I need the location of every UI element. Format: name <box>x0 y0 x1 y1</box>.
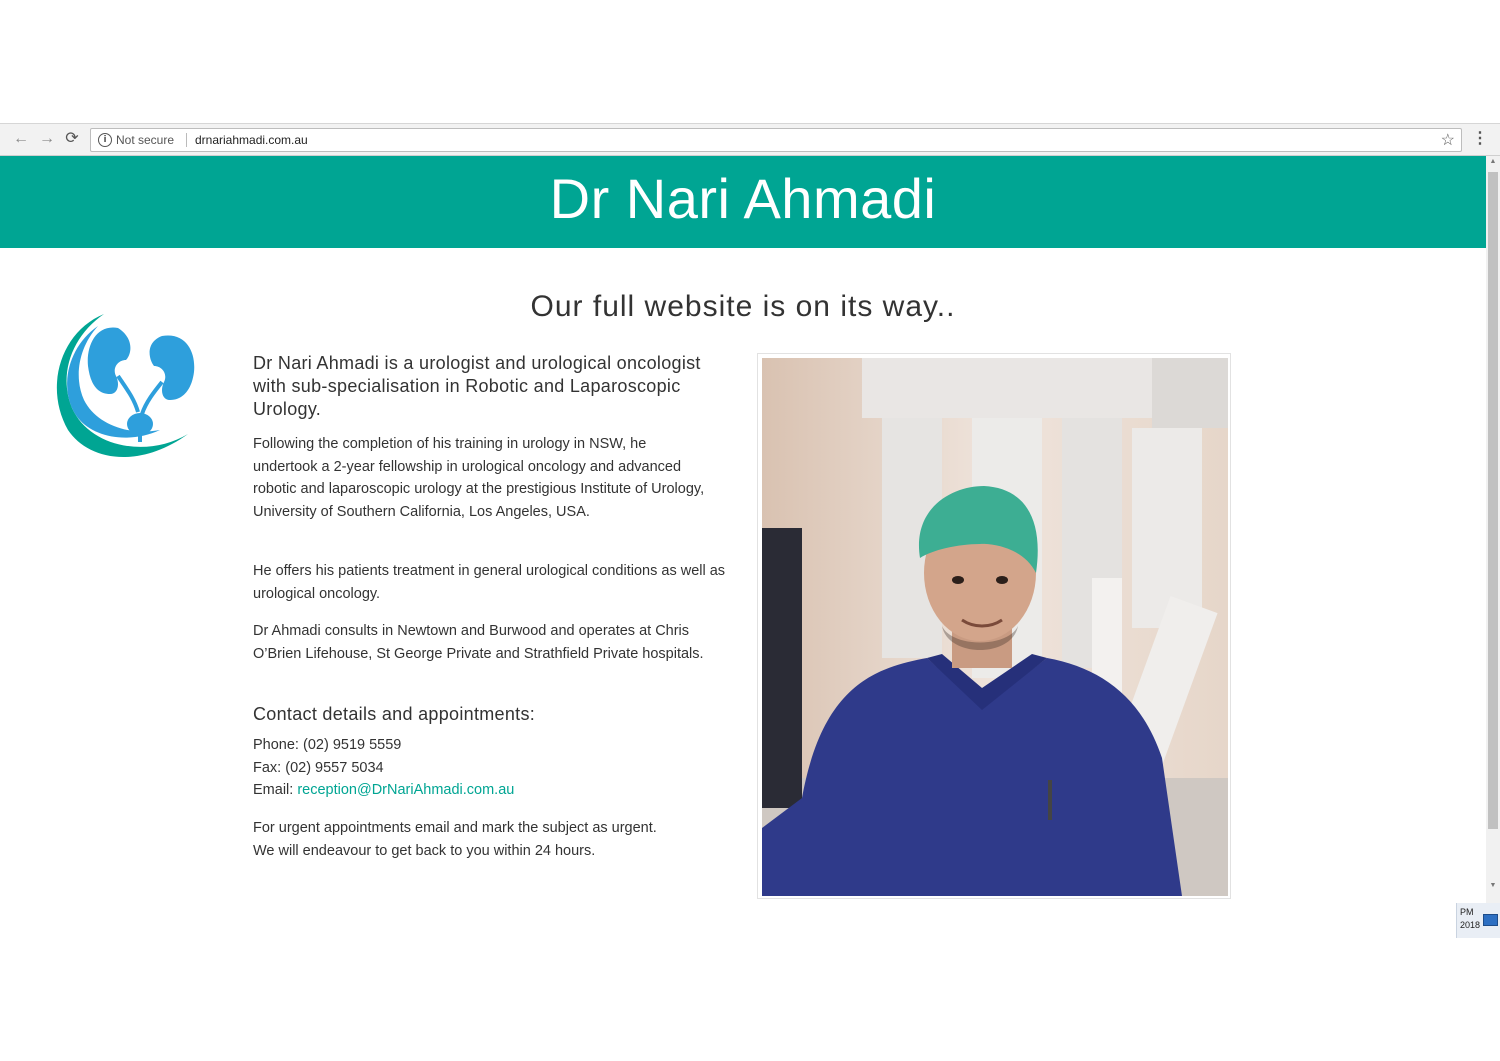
doctor-photo <box>762 358 1228 896</box>
vertical-scrollbar[interactable] <box>1486 156 1500 938</box>
urgent-line-1: For urgent appointments email and mark the subject as urgent. <box>253 820 657 836</box>
email-link[interactable]: reception@DrNariAhmadi.com.au <box>297 782 515 798</box>
scroll-thumb[interactable] <box>1488 172 1498 829</box>
browser-window <box>0 123 1500 938</box>
omnibox-divider <box>186 133 187 147</box>
address-bar[interactable] <box>90 128 1462 152</box>
doctor-photo-frame <box>757 353 1231 899</box>
treatment-paragraph: He offers his patients treatment in general urological conditions as well as urological oncology. <box>253 563 726 602</box>
scroll-down-arrow-icon[interactable]: ▼ <box>1489 882 1497 889</box>
tray-clock <box>1460 906 1480 932</box>
security-label[interactable]: Not secure <box>116 133 175 147</box>
kidney-logo-icon <box>38 308 198 468</box>
forward-arrow-icon[interactable]: → <box>39 130 55 147</box>
consults-paragraph: Dr Ahmadi consults in Newtown and Burwood and operates at Chris O’Brien Lifehouse, St George Private and Strathfield Private hospitals. <box>253 623 704 662</box>
monitor-icon[interactable] <box>1483 914 1498 926</box>
page-tagline: Our full website is on its way.. <box>530 290 956 323</box>
fax-label: Fax: <box>253 760 282 776</box>
tray-date: 2018 <box>1460 920 1481 930</box>
phone-number: (02) 9519 5559 <box>303 737 402 753</box>
tray-time: PM <box>1460 907 1474 917</box>
email-label: Email: <box>253 782 294 798</box>
urgent-line-2: We will endeavour to get back to you within 24 hours. <box>253 843 596 859</box>
url-text[interactable]: drnariahmadi.com.au <box>195 133 308 147</box>
info-icon[interactable]: i <box>98 133 112 147</box>
browser-menu-icon[interactable]: ⋮ <box>1472 130 1488 147</box>
phone-label: Phone: <box>253 737 299 753</box>
back-arrow-icon[interactable]: ← <box>13 130 29 147</box>
site-title: Dr Nari Ahmadi <box>549 167 937 230</box>
browser-toolbar <box>0 123 1500 156</box>
scroll-up-arrow-icon[interactable]: ▲ <box>1489 158 1497 165</box>
page-viewport <box>0 156 1486 938</box>
site-header <box>0 156 1486 248</box>
email-line <box>253 779 733 802</box>
intro-lead: Dr Nari Ahmadi is a urologist and urological oncologist with sub-specialisation in Robotic and Laparoscopic Urology. <box>253 353 701 419</box>
fax-line <box>253 757 733 780</box>
phone-line <box>253 734 733 757</box>
reload-icon[interactable]: ⟳ <box>65 130 79 147</box>
bookmark-star-icon[interactable]: ☆ <box>1440 132 1455 149</box>
bio-paragraph: Following the completion of his training in urology in NSW, he undertook a 2-year fellowship in urological oncology and advanced robotic and laparoscopic urology at the prestigious Institute of Urology, University of Southern California, Los Angeles, USA. <box>253 436 705 520</box>
fax-number: (02) 9557 5034 <box>285 760 384 776</box>
contact-heading: Contact details and appointments: <box>253 704 536 724</box>
system-tray <box>1456 903 1500 938</box>
